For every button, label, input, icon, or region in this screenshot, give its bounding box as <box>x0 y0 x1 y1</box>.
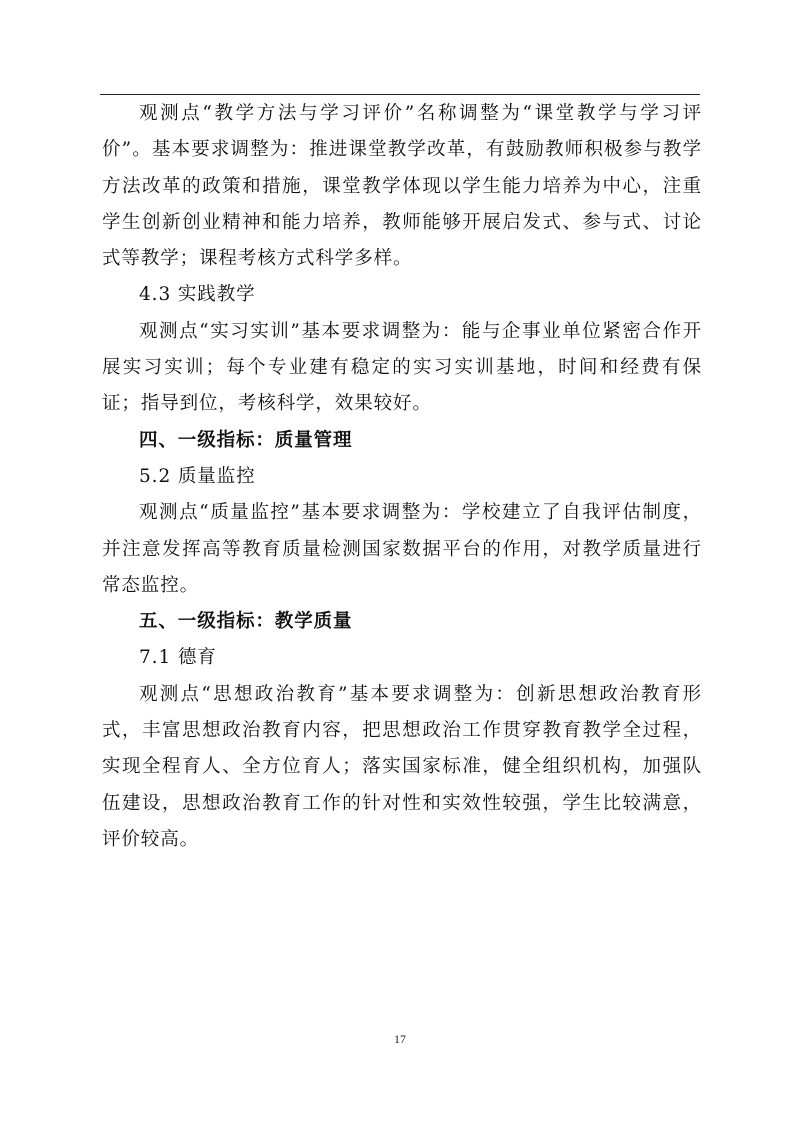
paragraph-political-education: 观测点“思想政治教育”基本要求调整为：创新思想政治教育形式，丰富思想政治教育内容，把思想政治工作贯穿教育教学全过程，实现全程育人、全方位育人；落实国家标准，健全组织机构，加强队伍建设，思想政治教育工作的针对性和实效性较强，学生比较满意，评价较高。 <box>102 683 702 850</box>
heading-quality-management: 四、一级指标：质量管理 <box>139 429 353 451</box>
document-body <box>102 96 702 858</box>
header-rule <box>100 94 700 95</box>
subheading-quality-monitoring: 5.2 质量监控 <box>139 465 256 487</box>
page-number: 17 <box>394 1032 406 1046</box>
paragraph-teaching-methods: 观测点“教学方法与学习评价”名称调整为“课堂教学与学习评价”。基本要求调整为：推进课堂教学改革，有鼓励教师积极参与教学方法改革的政策和措施，课堂教学体现以学生能力培养为中心，注重学生创新创业精神和能力培养，教师能够开展启发式、参与式、讨论式等教学；课程考核方式科学多样。 <box>102 103 702 270</box>
paragraph-internship: 观测点“实习实训”基本要求调整为：能与企事业单位紧密合作开展实习实训；每个专业建有稳定的实习实训基地，时间和经费有保证；指导到位，考核科学，效果较好。 <box>102 320 702 415</box>
heading-teaching-quality: 五、一级指标：教学质量 <box>139 611 353 633</box>
subheading-practice-teaching: 4.3 实践教学 <box>139 284 256 306</box>
paragraph-quality-monitoring: 观测点“质量监控”基本要求调整为：学校建立了自我评估制度，并注意发挥高等教育质量检测国家数据平台的作用，对教学质量进行常态监控。 <box>102 502 702 596</box>
subheading-moral-education: 7.1 德育 <box>139 647 217 669</box>
